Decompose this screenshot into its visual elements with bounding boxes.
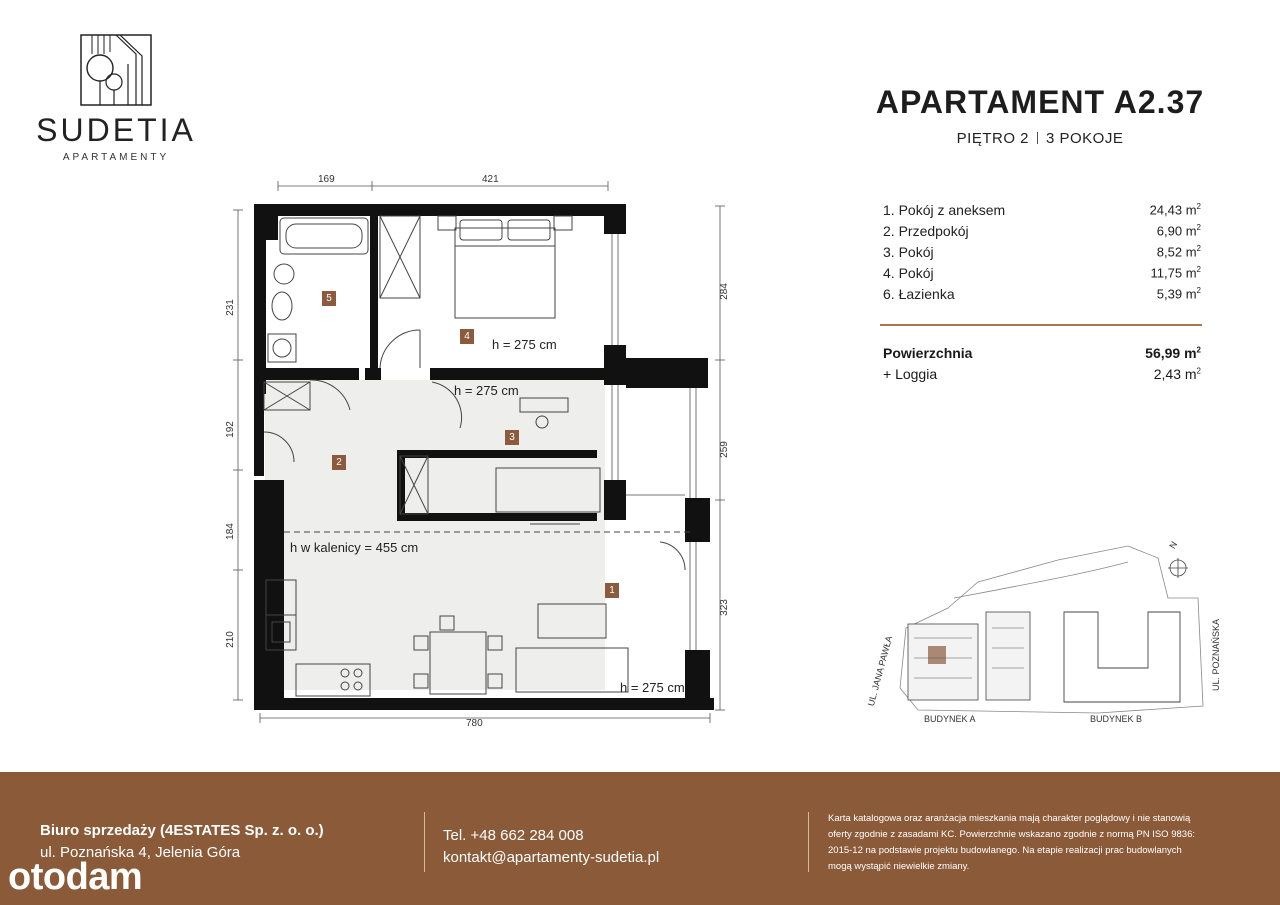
footer	[0, 772, 1280, 905]
loggia-label: + Loggia	[883, 366, 938, 382]
loggia-row	[883, 366, 1201, 387]
room-label: 2. Przedpokój	[883, 223, 969, 239]
subtitle-separator	[1037, 132, 1038, 144]
sales-office-address: ul. Poznańska 4, Jelenia Góra	[40, 844, 241, 861]
room-row	[883, 202, 1201, 223]
table-divider	[880, 324, 1202, 326]
total-area-value: 56,99 $m^2$	[1145, 345, 1201, 361]
dim-right-1: 284	[718, 283, 730, 300]
room-label: 3. Pokój	[883, 244, 934, 260]
room-row	[883, 286, 1201, 307]
room-number-4: 4	[460, 329, 474, 344]
height-ridge: h w kalenicy = 455 cm	[290, 540, 419, 555]
room-number-5: 5	[322, 291, 336, 306]
building-b-label: BUDYNEK B	[1090, 714, 1143, 724]
rooms-table	[883, 202, 1201, 307]
room-row	[883, 244, 1201, 265]
street-label-right: UL. POZNAŃSKA	[1211, 618, 1222, 692]
loggia-value: 2,43 $m^2$	[1153, 366, 1201, 382]
apartment-subtitle	[860, 130, 1220, 147]
email-link[interactable]: kontakt@apartamenty-sudetia.pl	[443, 849, 660, 866]
north-label: N	[1167, 539, 1180, 551]
dim-left-4: 210	[224, 631, 236, 648]
site-map	[858, 538, 1228, 738]
dim-right-2: 259	[718, 441, 730, 458]
room-number-1: 1	[605, 583, 619, 598]
disclaimer-text: Karta katalogowa oraz aranżacja mieszkania mają charakter poglądowy i nie stanowią oferty zgodnie z zasadami KC. Powierzchnie wskazano zgodnie z normą PN ISO 9836: 2015-12 na podstawie projektu budowlanego. Na etapie realizacji prac budowlanych mogą wystąpić niewielkie zmiany.	[828, 813, 1195, 872]
dim-left-3: 184	[224, 523, 236, 540]
site-map-drawing	[858, 538, 1228, 738]
brand-name: SUDETIA	[36, 112, 196, 148]
dim-top-left: 169	[318, 174, 335, 185]
dim-top-right: 421	[482, 174, 499, 185]
rooms-count-label: 3 POKOJE	[1046, 130, 1124, 147]
room-area: 6,90 $m^2$	[1156, 223, 1201, 239]
room-row	[883, 223, 1201, 244]
room-number-2: 2	[332, 455, 346, 470]
total-area-row	[883, 345, 1201, 366]
apartment-location-highlight	[928, 646, 946, 664]
room-area: 11,75 $m^2$	[1150, 265, 1201, 281]
room-label: 1. Pokój z aneksem	[883, 202, 1006, 218]
height-room3: h = 275 cm	[454, 383, 519, 398]
footer-divider	[424, 812, 425, 872]
dim-left-1: 231	[224, 299, 236, 316]
apartment-title: APARTAMENT A2.37	[875, 84, 1205, 120]
height-room1: h = 275 cm	[620, 680, 685, 695]
phone-number[interactable]: Tel. +48 662 284 008	[443, 827, 584, 844]
footer-divider	[808, 812, 809, 872]
street-label-left: UL. JANA PAWŁA	[865, 634, 895, 708]
dim-right-3: 323	[718, 599, 730, 616]
height-room4: h = 275 cm	[492, 337, 557, 352]
floor-label: PIĘTRO 2	[956, 130, 1029, 147]
room-area: 8,52 $m^2$	[1156, 244, 1201, 260]
otodam-watermark: otodam	[8, 856, 143, 898]
floor-plan-drawing	[220, 170, 740, 730]
brand-subtitle: APARTAMENTY	[62, 152, 170, 163]
sales-office-label: Biuro sprzedaży (4ESTATES Sp. z. o. o.)	[40, 822, 324, 839]
room-label: 4. Pokój	[883, 265, 934, 281]
room-area: 5,39 $m^2$	[1156, 286, 1201, 302]
building-a-label: BUDYNEK A	[924, 714, 976, 724]
room-number-3: 3	[505, 430, 519, 445]
total-area-label: Powierzchnia	[883, 345, 973, 361]
floor-plan	[220, 170, 740, 730]
totals-table	[883, 345, 1201, 387]
brand-logo	[36, 34, 196, 169]
room-row	[883, 265, 1201, 286]
room-label: 6. Łazienka	[883, 286, 955, 302]
dim-bottom: 780	[466, 718, 483, 729]
building-tree-logo-icon	[80, 34, 152, 106]
room-area: 24,43 $m^2$	[1149, 202, 1201, 218]
dim-left-2: 192	[224, 421, 236, 438]
